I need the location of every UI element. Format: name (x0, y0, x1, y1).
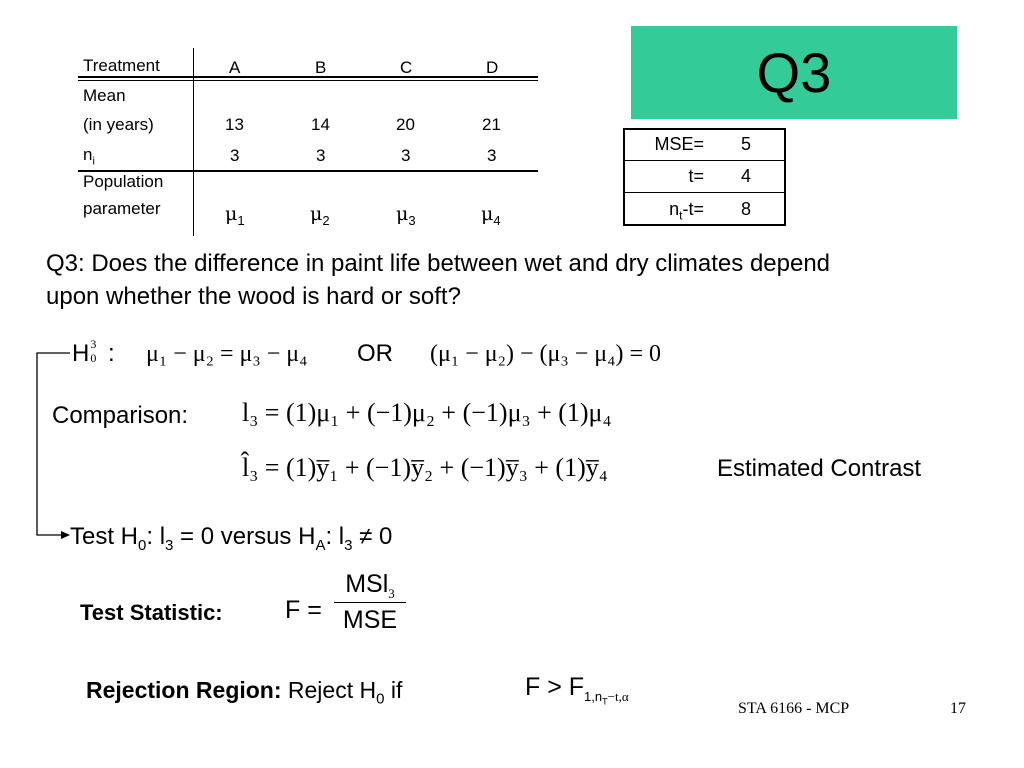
n-d: 3 (487, 146, 497, 165)
question-line-1: Q3: Does the difference in paint life between wet and dry climates depend (46, 250, 831, 277)
test-sub: 3 (165, 536, 174, 554)
stats-divider (625, 192, 784, 193)
footer-course: STA 6166 - MCP (738, 700, 850, 717)
mu-symbol: μ (310, 203, 323, 225)
n-b: 3 (316, 146, 326, 165)
f-symbol: F = (285, 596, 322, 624)
row-label-n (83, 145, 95, 168)
fraction-bar (334, 602, 406, 603)
mean-b: 14 (311, 115, 330, 134)
estimated-contrast (242, 453, 608, 483)
rej-sub-part: T (602, 696, 608, 707)
n-c: 3 (401, 146, 411, 165)
param-mu-3 (396, 203, 416, 228)
h-subscript: 0 (90, 350, 97, 365)
table-top-rule (78, 76, 538, 78)
nt-rest: -t= (682, 199, 704, 219)
fraction-denominator: MSE (342, 606, 398, 634)
numerator-sub: 3 (388, 586, 395, 601)
t-value: 4 (741, 166, 752, 186)
test-sub: A (315, 536, 326, 554)
mu-subscript: 4 (493, 212, 501, 228)
mse-label: MSE= (654, 134, 704, 154)
n-a: 3 (230, 146, 240, 165)
badge-label: Q3 (756, 41, 832, 104)
t-label: t= (688, 166, 704, 186)
mu-subscript: 1 (237, 212, 245, 228)
question-line-2: upon whether the wood is hard or soft? (46, 283, 461, 310)
test-statement (70, 523, 393, 554)
h-colon: : (101, 340, 115, 367)
param-mu-1 (225, 203, 245, 228)
rejection-expression (525, 673, 629, 707)
stats-divider (625, 160, 784, 161)
mean-d: 21 (482, 115, 501, 134)
mu-symbol: μ (396, 203, 409, 225)
null-hypothesis (72, 336, 115, 368)
mean-c: 20 (396, 115, 415, 134)
table-top-rule-2 (78, 80, 538, 81)
nt-value: 8 (741, 199, 752, 219)
mu-subscript: 3 (408, 212, 416, 228)
row-label-parameter: parameter (83, 199, 161, 218)
question-badge (631, 26, 957, 119)
table-vertical-rule (193, 48, 194, 236)
rejection-sub: 0 (376, 690, 385, 708)
mean-a: 13 (225, 115, 244, 134)
nt-label (669, 199, 704, 223)
rejection-expr: F > F (525, 673, 585, 701)
hypothesis-alt-expression: (μ₁ − μ₂) − (μ₃ − μ₄) = 0 (430, 341, 662, 367)
header-group-a: A (229, 58, 241, 77)
header-group-d: D (486, 58, 499, 77)
row-label-mean: Mean (83, 86, 126, 105)
rejection-text: Reject H (281, 677, 377, 703)
mu-subscript: 2 (322, 212, 330, 228)
mu-symbol: μ (481, 203, 494, 225)
contrast-lhs: l₃ (242, 398, 259, 427)
n-subscript: i (92, 155, 95, 168)
contrast-definition (242, 398, 612, 428)
h-scripts (89, 336, 101, 365)
header-group-c: C (400, 58, 413, 77)
f-fraction (334, 570, 406, 635)
stats-table (623, 128, 786, 226)
or-label: OR (357, 340, 393, 367)
param-mu-2 (310, 203, 330, 228)
mu-symbol: μ (225, 203, 238, 225)
row-label-mean-units: (in years) (83, 115, 154, 134)
hypothesis-expression: μ₁ − μ₂ = μ₃ − μ₄ (146, 341, 308, 367)
n-symbol: n (83, 145, 93, 164)
test-sub: 3 (344, 536, 353, 554)
rejection-region (86, 677, 403, 708)
comparison-label: Comparison: (52, 402, 189, 429)
mse-value: 5 (741, 134, 752, 154)
rej-sub-part: 1,n (584, 689, 603, 704)
estimate-lhs: l̂₃ (242, 453, 259, 482)
test-sub: 0 (138, 536, 147, 554)
question-text (46, 247, 830, 313)
test-statistic-label: Test Statistic: (80, 600, 223, 625)
test-part: Test H (70, 523, 139, 550)
test-part: : l (325, 523, 345, 550)
test-part: = 0 versus H (173, 523, 316, 550)
h-superscript: 3 (90, 336, 97, 351)
header-treatment: Treatment (83, 56, 160, 75)
rej-sub-part: −t,α (607, 689, 629, 704)
nt-n: n (669, 199, 680, 219)
param-mu-4 (481, 203, 501, 228)
rejection-text-end: if (384, 677, 403, 703)
estimated-contrast-label: Estimated Contrast (717, 455, 922, 482)
rejection-expr-sub (584, 689, 629, 707)
numerator-text: MSl (345, 570, 389, 598)
header-group-b: B (315, 58, 327, 77)
row-label-population: Population (83, 172, 164, 191)
fraction-numerator (334, 570, 406, 599)
nt-sub: t (679, 208, 683, 223)
rejection-label: Rejection Region: (86, 677, 282, 703)
estimate-rhs: = (1)y̅₁ + (−1)y̅₂ + (−1)y̅₃ + (1)y̅₄ (258, 453, 608, 482)
bracket-arrow (30, 345, 110, 545)
test-part: : l (146, 523, 166, 550)
page-number: 17 (950, 700, 966, 717)
contrast-rhs: = (1)μ₁ + (−1)μ₂ + (−1)μ₃ + (1)μ₄ (258, 398, 612, 427)
h-symbol: H (72, 340, 90, 367)
test-part: ≠ 0 (352, 523, 393, 550)
